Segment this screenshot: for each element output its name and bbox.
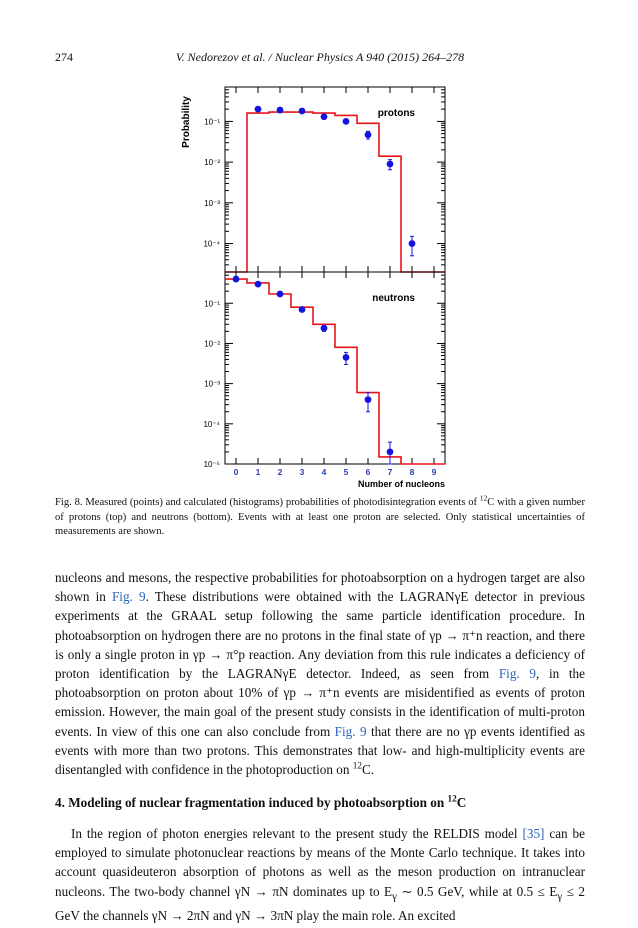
y-tick-label: 10⁻¹ [204,117,220,127]
data-point [299,108,306,115]
section-title: 4. Modeling of nuclear fragmentation induced by photoabsorption on [55,795,448,810]
x-tick-label: 9 [431,467,437,477]
data-point [387,449,394,456]
p2-text-d: ≤ 2 GeV the channels γN → 2πN and γN → 3πN play the main role. An excited [55,883,586,924]
x-tick-label: 1 [255,467,261,477]
caption-lead: Fig. 8. Measured (points) and calculated (histograms) probabilities of photodisintegration events of [55,497,480,508]
p2-text-a: In the region of photon energies relevant to the present study the RELDIS model [71,826,523,841]
y-tick-label: 10⁻³ [204,198,220,208]
protons-panel [181,87,445,272]
x-tick-label: 8 [409,467,415,477]
y-tick-label: 10⁻² [204,158,220,168]
figure-8-chart [165,82,465,492]
data-point [387,161,394,168]
data-point [299,306,306,313]
y-tick-label: 10⁻⁴ [203,239,220,249]
p1-text-e: C. [361,762,375,778]
p2-subscript-1: γ [392,890,397,903]
x-tick-label: 2 [277,467,283,477]
p2-subscript-2: γ [557,890,563,903]
data-point [233,276,240,283]
y-tick-label: 10⁻⁴ [203,419,220,429]
data-point [255,281,262,288]
p2-text-b: can be employed to simulate photonuclear reactions by means of the Monte Carlo technique. It takes into account quasideuteron absorption of photons as well as the meson production on intranuclear nucleons. The two-body channel γN → πN dominates up to E [55,826,586,899]
section-heading [55,795,466,811]
x-tick-label: 7 [387,467,393,477]
histogram-line [225,279,445,464]
y-tick-label: 10⁻² [204,339,220,349]
y-axis-label: Probability [181,96,192,148]
p1-text-d: that there are no γp events identified as events with more than two protons. This demonstrates that low- and high-multiplicity events are disentangled with confidence in the photoproduction on [55,723,585,778]
fig9-link-1[interactable]: Fig. 9 [111,589,146,605]
paragraph-1 [55,568,585,779]
p1-isotope: 12 [352,760,362,771]
x-tick-label: 0 [233,467,239,477]
neutrons-panel [203,272,445,489]
page-number: 274 [55,50,73,64]
data-point [277,107,284,114]
data-point [277,291,284,298]
data-point [365,131,372,138]
section-isotope: 12 [447,793,457,804]
data-point [343,354,350,361]
fig9-link-2[interactable]: Fig. 9 [498,666,536,682]
p2-text-c: ∼ 0.5 GeV, while at 0.5 ≤ E [396,883,558,899]
fig9-link-3[interactable]: Fig. 9 [334,723,367,739]
data-point [409,240,416,247]
section-title-tail: C [456,795,467,810]
y-tick-label: 10⁻¹ [204,299,220,309]
running-head: V. Nedorezov et al. / Nuclear Physics A 940 (2015) 264–278 [175,50,465,64]
ref-35-link[interactable]: [35] [522,826,545,841]
p1-text-a: nucleons and mesons, the respective probabilities for photoabsorption on a hydrogen target are also shown in [55,570,585,605]
x-axis-label: Number of nucleons [357,479,445,489]
panel-title: protons [377,108,415,119]
paragraph-2 [55,824,585,926]
data-point [321,325,328,332]
data-point [321,113,328,120]
data-point [255,106,262,113]
figure-caption [55,493,585,540]
caption-isotope: 12 [479,493,488,503]
data-point [343,118,350,125]
y-tick-label: 10⁻⁵ [203,460,220,469]
x-tick-label: 3 [299,467,305,477]
p1-text-b: . These distributions were obtained with the LAGRANγE detector in previous experiments at the GRAAL setup following the same particle identification procedure. In photoabsorption on hydrogen there are no protons in the final state of γp → π⁺n reaction, and there is only a single proton in γp → π°p reaction. Any deviation from this rule indicates a deficiency of proton identification by the LAGRANγE detector. Indeed, as seen from [55,589,585,682]
page-header [55,50,585,68]
x-tick-label: 6 [365,467,371,477]
x-tick-label: 5 [343,467,349,477]
caption-rest: C with a given number of protons (top) and neutrons (bottom). Events with at least one proton are selected. Only statistical uncertainties of measurements are shown. [55,497,585,537]
panel-title: neutrons [372,293,415,304]
x-tick-label: 4 [321,467,327,477]
p1-text-c: , in the photoabsorption on proton about 10% of γp → π⁺n events are misidentified as events of proton emission. However, the main goal of the present study consists in the identification of multi-proton events. In view of this one can also conclude from [55,666,585,739]
data-point [365,396,372,403]
y-tick-label: 10⁻³ [204,379,220,389]
